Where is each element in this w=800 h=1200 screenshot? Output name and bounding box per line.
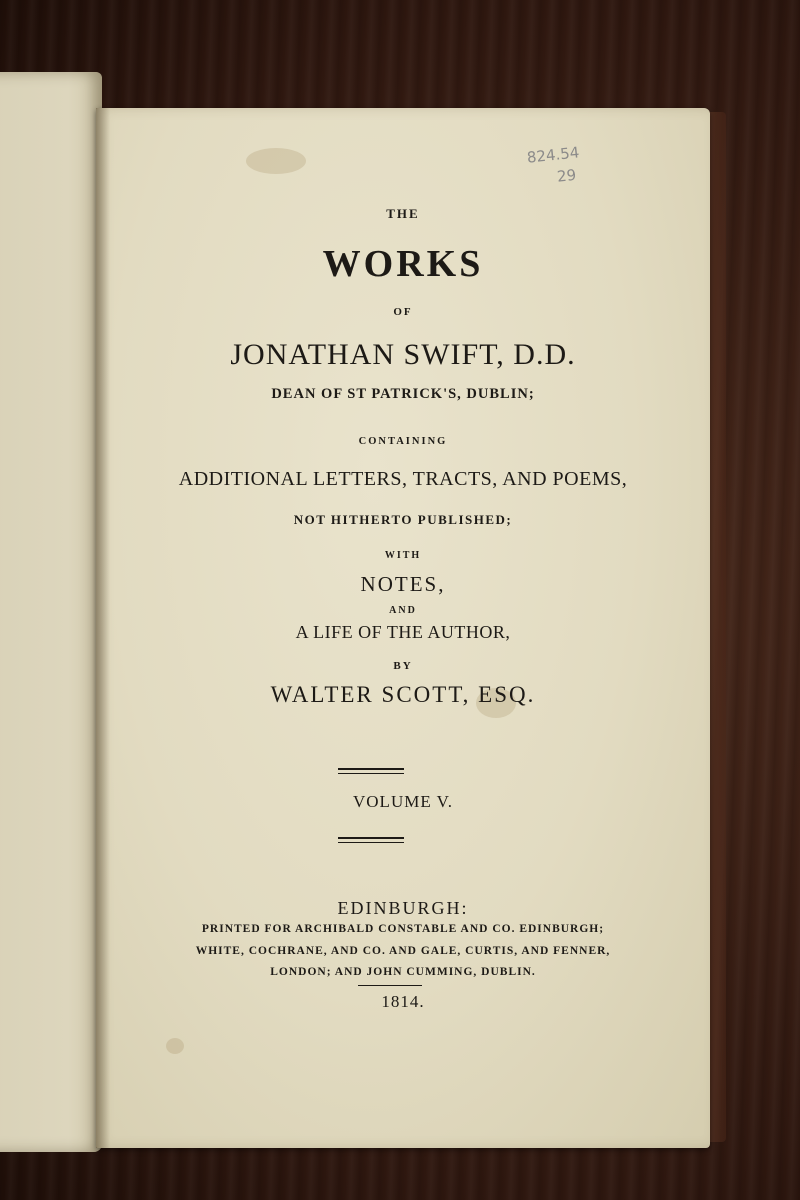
editor-name: WALTER SCOTT, ESQ.: [270, 682, 536, 707]
author-name: JONATHAN SWIFT, D.D.: [230, 338, 576, 371]
author-title: DEAN OF ST PATRICK'S, DUBLIN;: [271, 386, 535, 402]
foxing-spot: [166, 1038, 184, 1054]
left-page: [0, 72, 102, 1152]
imprint-city: EDINBURGH:: [337, 898, 469, 918]
volume-label: VOLUME V.: [353, 792, 453, 811]
imprint-line-1: PRINTED FOR ARCHIBALD CONSTABLE AND CO. EDINBURGH;: [201, 923, 605, 935]
shelfmark-line2: 29: [556, 165, 578, 186]
double-rule-bottom: [338, 837, 404, 843]
foxing-spot: [246, 148, 306, 174]
shelfmark: [526, 141, 583, 190]
by-label: BY: [393, 660, 413, 672]
gutter-shadow: [96, 108, 110, 1148]
life-line: A LIFE OF THE AUTHOR,: [295, 622, 511, 642]
unpublished-line: NOT HITHERTO PUBLISHED;: [293, 512, 513, 527]
contents-line: ADDITIONAL LETTERS, TRACTS, AND POEMS,: [178, 468, 628, 490]
with-label: WITH: [384, 550, 422, 561]
imprint-line-2: WHITE, COCHRANE, AND CO. AND GALE, CURTIS, AND FENNER,: [195, 945, 611, 957]
shelfmark-line1: 824.54: [526, 143, 581, 167]
notes-line: NOTES,: [360, 572, 446, 596]
imprint-rule: [358, 985, 422, 986]
double-rule-top: [338, 768, 404, 774]
title-of: OF: [393, 306, 413, 318]
imprint-line-3: LONDON; AND JOHN CUMMING, DUBLIN.: [270, 966, 536, 978]
title-page: [96, 108, 710, 1148]
publication-year: 1814.: [381, 992, 425, 1011]
and-label: AND: [389, 605, 417, 616]
title-the: THE: [386, 206, 420, 221]
title-works: WORKS: [322, 243, 484, 285]
containing-label: CONTAINING: [358, 436, 448, 447]
